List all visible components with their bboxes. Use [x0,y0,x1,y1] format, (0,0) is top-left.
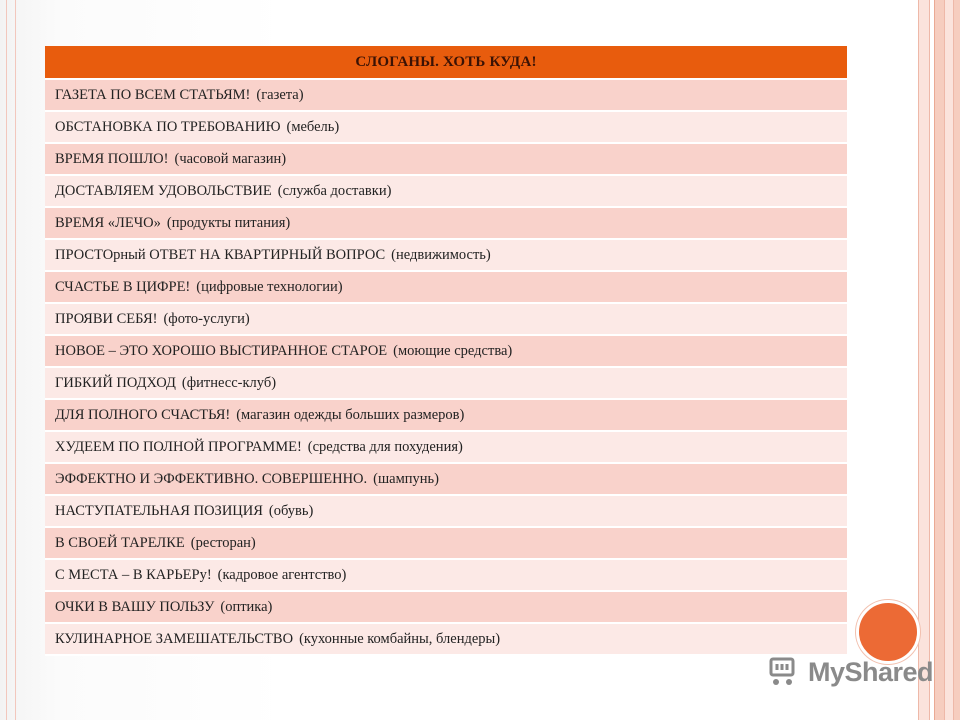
table-header-row [45,46,847,79]
slogan-cell [45,239,847,271]
slogan-category: (ресторан) [190,534,256,551]
slogan-text: СЧАСТЬЕ В ЦИФРЕ! [55,278,191,295]
slogan-category: (кадровое агентство) [217,566,347,583]
table-row [45,79,847,111]
slogan-text: КУЛИНАРНОЕ ЗАМЕШАТЕЛЬСТВО [55,630,294,647]
slogan-category: (фото-услуги) [163,310,250,327]
table-row [45,367,847,399]
slogan-cell [45,399,847,431]
slogan-cell [45,111,847,143]
slogan-cell [45,79,847,111]
slogan-category: (магазин одежды больших размеров) [236,406,465,423]
slogan-cell [45,623,847,655]
slogan-category: (цифровые технологии) [196,278,343,295]
slogan-category: (моющие средства) [393,342,513,359]
table-row [45,207,847,239]
table-row [45,175,847,207]
slogan-text: НАСТУПАТЕЛЬНАЯ ПОЗИЦИЯ [55,502,263,519]
slogan-text: ПРОЯВИ СЕБЯ! [55,310,158,327]
table-row [45,591,847,623]
slogan-cell [45,175,847,207]
right-decorative-stripe-inner [944,0,954,720]
slogan-cell [45,463,847,495]
slogan-cell [45,271,847,303]
slogan-category: (мебель) [286,118,340,135]
slogan-category: (фитнесс-клуб) [181,374,277,391]
slogan-cell [45,303,847,335]
slogan-category: (обувь) [268,502,314,519]
slogan-category: (кухонные комбайны, блендеры) [299,630,501,647]
slogan-text: ПРОСТОрный ОТВЕТ НА КВАРТИРНЫЙ ВОПРОС [55,246,386,263]
watermark-text: MyShared [808,656,934,687]
slogan-text: ГАЗЕТА ПО ВСЕМ СТАТЬЯМ! [55,86,251,103]
slogan-category: (служба доставки) [277,182,392,199]
table-row [45,495,847,527]
table-row [45,111,847,143]
left-decorative-frame [6,0,16,720]
table-row [45,463,847,495]
slogan-text: ОЧКИ В ВАШУ ПОЛЬЗУ [55,598,215,615]
slogan-cell [45,591,847,623]
slogans-table [45,46,847,656]
slogan-cell [45,207,847,239]
slogan-text: В СВОЕЙ ТАРЕЛКЕ [55,534,185,551]
table-body [45,79,847,655]
slogan-text: ВРЕМЯ «ЛЕЧО» [55,214,161,231]
slogan-text: ХУДЕЕМ ПО ПОЛНОЙ ПРОГРАММЕ! [55,438,302,455]
slogan-text: НОВОЕ – ЭТО ХОРОШО ВЫСТИРАННОЕ СТАРОЕ [55,342,388,359]
slogan-category: (продукты питания) [166,214,291,231]
slogan-text: ДОСТАВЛЯЕМ УДОВОЛЬСТВИЕ [55,182,272,199]
table-row [45,303,847,335]
table-row [45,623,847,655]
slogan-category: (газета) [256,86,304,103]
slogan-cell [45,527,847,559]
slogan-category: (недвижимость) [391,246,491,263]
slogan-category: (оптика) [220,598,273,615]
slogan-cell [45,495,847,527]
slogan-cell [45,559,847,591]
table-row [45,559,847,591]
slogan-category: (средства для похудения) [307,438,463,455]
right-decorative-stripe [918,0,930,720]
slogan-text: ОБСТАНОВКА ПО ТРЕБОВАНИЮ [55,118,281,135]
cart-icon [768,656,802,688]
slogan-cell [45,367,847,399]
slogan-category: (шампунь) [373,470,439,487]
table-row [45,527,847,559]
slogan-text: ГИБКИЙ ПОДХОД [55,374,176,391]
slogan-text: С МЕСТА – В КАРЬЕРу! [55,566,212,583]
table-title: СЛОГАНЫ. ХОТЬ КУДА! [45,46,847,79]
table-row [45,143,847,175]
table-row [45,399,847,431]
table-row [45,239,847,271]
table-row [45,271,847,303]
slogan-text: ВРЕМЯ ПОШЛО! [55,150,169,167]
slogan-cell [45,431,847,463]
slogan-text: ДЛЯ ПОЛНОГО СЧАСТЬЯ! [55,406,231,423]
slogan-text: ЭФФЕКТНО И ЭФФЕКТИВНО. СОВЕРШЕННО. [55,470,368,487]
slogan-cell [45,335,847,367]
table-row [45,431,847,463]
watermark [768,652,933,692]
table-row [45,335,847,367]
slogan-category: (часовой магазин) [174,150,287,167]
slogan-cell [45,143,847,175]
